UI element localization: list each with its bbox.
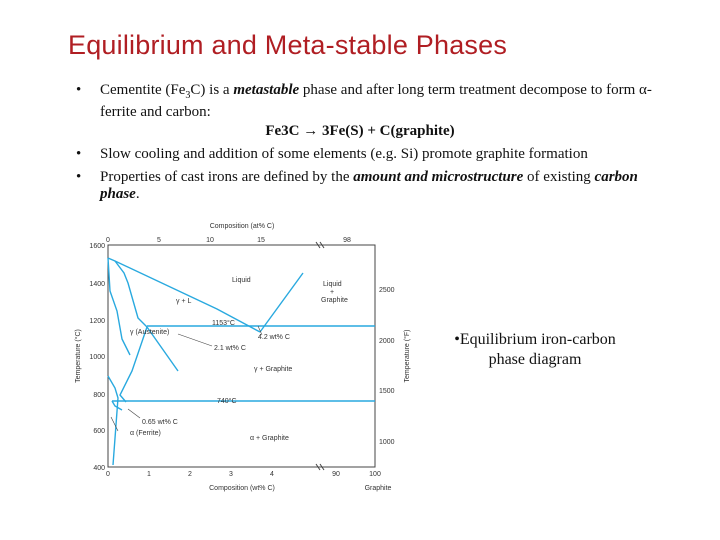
eutectic-composition-label: 4.2 wt% C [258, 334, 290, 341]
left-axis-label: Temperature (°C) [75, 329, 82, 383]
leader-lines [111, 326, 262, 431]
bullet-cast-iron-emphasis-2: carbon phase [100, 169, 638, 202]
liquid-region-label: Liquid [232, 277, 251, 284]
top-tick-label: 5 [157, 237, 161, 244]
bottom-tick-label: 2 [188, 471, 192, 478]
bottom-tick-label: 3 [229, 471, 233, 478]
bullet-marker: • [76, 82, 82, 98]
liquid-graphite-label: + [330, 289, 335, 296]
axis-break-marks [316, 242, 324, 470]
eutectoid-composition-label: 0.65 wt% C [142, 419, 178, 426]
bullet-slow-cooling: Slow cooling and addition of some elements (e.g. Si) promote graphite formation [100, 146, 588, 162]
diagram-caption-line-1: •Equilibrium iron-carbon [454, 331, 616, 348]
austenite-region-label: γ (Austenite) [130, 329, 170, 336]
right-tick-label: 2000 [379, 338, 395, 345]
solidus-line [115, 261, 147, 327]
gamma-graphite-region-label: γ + Graphite [254, 366, 293, 373]
bullet-cast-iron-properties [100, 169, 660, 203]
bullet-cementite-text-pre: Cementite (Fe [100, 82, 186, 98]
bullet-cast-iron-text-mid: of existing [523, 169, 595, 185]
graphite-axis-label: Graphite [364, 485, 392, 492]
liquid-graphite-label: Graphite [321, 297, 348, 304]
bullet-cementite-subscript: 3 [185, 90, 191, 101]
top-axis-label: Composition (at% C) [209, 223, 275, 230]
slide-title: Equilibrium and Meta-stable Phases [68, 30, 508, 60]
top-tick-label: 98 [343, 237, 351, 244]
decomposition-equation: Fe3C → 3Fe(S) + C(graphite) [265, 123, 455, 139]
left-tick-label: 400 [93, 465, 105, 472]
right-axis-label: Temperature (°F) [404, 329, 411, 383]
bullet-marker: • [76, 146, 82, 162]
top-tick-label: 15 [257, 237, 265, 244]
bottom-axis-label: Composition (wt% C) [209, 485, 275, 492]
liquidus-line-right [260, 273, 303, 332]
delta-region-line [108, 258, 130, 355]
bottom-tick-label: 100 [369, 471, 381, 478]
bullet-cementite-text-mid: C) is a [190, 82, 234, 98]
liquid-graphite-label: Liquid [323, 281, 342, 288]
bottom-tick-label: 4 [270, 471, 274, 478]
bullet-cementite-emphasis: metastable [233, 82, 300, 98]
austenite-solvus-line [120, 327, 147, 402]
left-tick-label: 800 [93, 392, 105, 399]
eutectoid-temperature-label: 740°C [217, 398, 237, 405]
diagram-caption [440, 330, 630, 370]
bullet-cast-iron-text-post: . [135, 186, 140, 202]
max-solubility-label: 2.1 wt% C [214, 345, 246, 352]
right-tick-label: 1500 [379, 388, 395, 395]
left-tick-label: 600 [93, 428, 105, 435]
eutectic-temperature-label: 1153°C [212, 320, 235, 327]
bullet-cementite [100, 82, 660, 121]
left-tick-label: 1000 [89, 354, 105, 361]
left-tick-label: 1200 [89, 318, 105, 325]
diagram-caption-line-2: phase diagram [488, 351, 582, 368]
bottom-tick-label: 1 [147, 471, 151, 478]
bottom-tick-label: 0 [106, 471, 110, 478]
alpha-graphite-region-label: α + Graphite [250, 435, 289, 442]
right-tick-label: 1000 [379, 439, 395, 446]
bullet-cast-iron-emphasis-1: amount and microstructure [353, 169, 524, 185]
bullet-cast-iron-text-pre: Properties of cast irons are defined by the [100, 169, 354, 185]
bullet-cementite-text-post: phase and after long term treatment decompose to form α-ferrite and carbon: [100, 82, 652, 120]
left-tick-label: 1400 [89, 281, 105, 288]
left-tick-label: 1600 [89, 243, 105, 250]
iron-carbon-phase-diagram [60, 213, 420, 498]
top-tick-label: 10 [206, 237, 214, 244]
bottom-tick-label: 90 [332, 471, 340, 478]
ferrite-region-label: α (Ferrite) [130, 430, 161, 437]
top-tick-label: 0 [106, 237, 110, 244]
bullet-marker: • [76, 169, 82, 185]
right-tick-label: 2500 [379, 287, 395, 294]
gamma-liquid-region-label: γ + L [176, 298, 192, 305]
